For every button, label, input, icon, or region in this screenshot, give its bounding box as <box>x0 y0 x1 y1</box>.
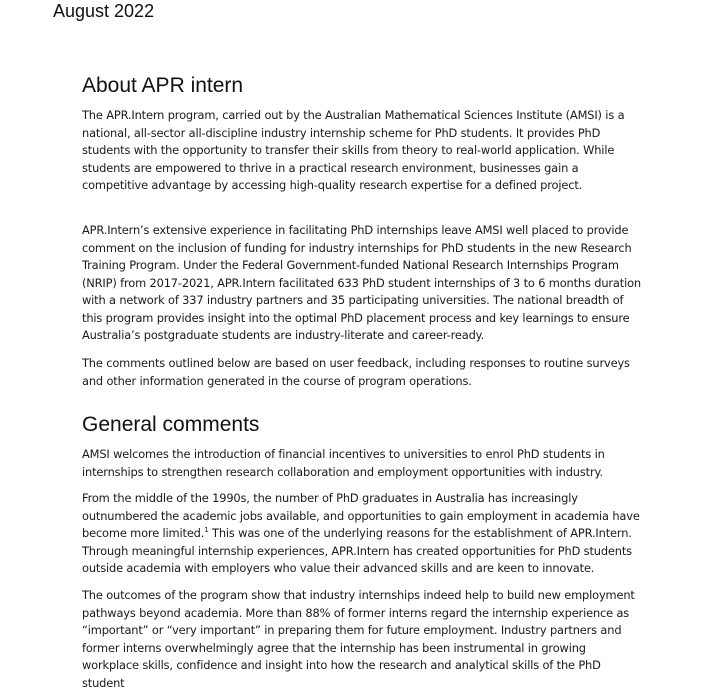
document-date: August 2022 <box>53 1 155 21</box>
general-paragraph-3: The outcomes of the program show that industry internships indeed help to build new employment pathways beyond academia. More than 88% of former interns regard the internship experience as “important” or “very important” in preparing them for future employment. Industry partners and former interns overwhelmingly agree that the internship has been instrumental in growing workplace skills, confidence and insight into how the research and analytical skills of the PhD student <box>82 588 635 690</box>
general-paragraph-1: AMSI welcomes the introduction of financial incentives to universities to enrol PhD students in internships to strengthen research collaboration and employment opportunities with industry. <box>82 447 605 479</box>
general-paragraph-2-start: From the middle of the 1990s, the number of PhD graduates in Australia has increasingly outnumbered the academic jobs available, and opportunities to gain employment in academia have become more limited. <box>82 491 640 540</box>
about-paragraph-1: The APR.Intern program, carried out by the Australian Mathematical Sciences Institute (AMSI) is a national, all-sector all-discipline industry internship scheme for PhD students. It provides PhD students with the opportunity to transfer their skills from theory to real-world application. While students are empowered to thrive in a practical research environment, businesses gain a competitive advantage by accessing high-quality research expertise for a defined project. <box>82 108 625 192</box>
footnote-reference[interactable]: 1 <box>204 526 209 535</box>
about-paragraph-2: APR.Intern’s extensive experience in facilitating PhD internships leave AMSI well placed to provide comment on the inclusion of funding for industry internships for PhD students in the new Research Training Program. Under the Federal Government-funded National Research Internships Program (NRIP) from 2017-2021, APR.Intern facilitated 633 PhD student internships of 3 to 6 months duration with a network of 337 industry partners and 35 participating universities. The national breadth of this program provides insight into the optimal PhD placement process and key learnings to ensure Australia’s postgraduate students are industry-literate and career-ready. <box>82 223 641 342</box>
general-comments-heading: General comments <box>82 413 260 436</box>
general-paragraph-2-end: This was one of the underlying reasons for the establishment of APR.Intern. Through meaningful internship experiences, APR.Intern has created opportunities for PhD students outside academia with employers who value their advanced skills and are keen to innovate. <box>82 526 632 575</box>
about-paragraph-3: The comments outlined below are based on user feedback, including responses to routine surveys and other information generated in the course of program operations. <box>82 356 630 388</box>
general-paragraph-2 <box>82 490 642 578</box>
about-heading: About APR intern <box>82 74 244 97</box>
